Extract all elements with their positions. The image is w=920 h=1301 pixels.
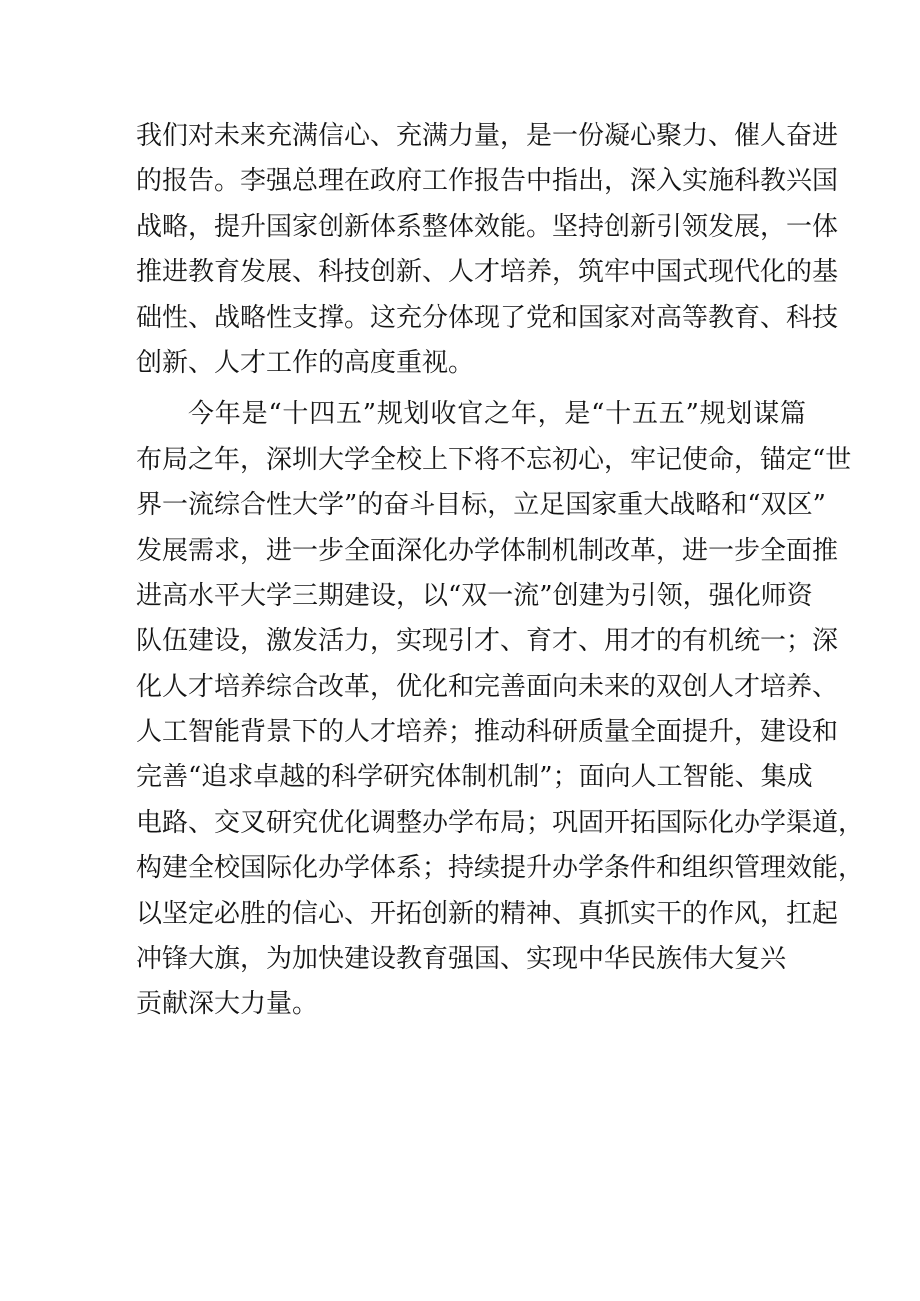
paragraph-2-line-5: 进高水平大学三期建设，以“双一流”创建为引领，强化师资 xyxy=(136,580,813,611)
paragraph-2-line-9: 完善“追求卓越的科学研究体制机制”；面向人工智能、集成 xyxy=(136,762,813,793)
paragraph-2-line-7: 化人才培养综合改革，优化和完善面向未来的双创人才培养、 xyxy=(136,671,839,702)
paragraph-1-line-1: 我们对未来充满信心、充满力量，是一份凝心聚力、催人奋进 xyxy=(136,121,839,151)
paragraph-2-line-14: 贡献深大力量。 xyxy=(136,989,319,1020)
paragraph-2 xyxy=(136,392,865,1027)
paragraph-1-line-3: 战略，提升国家创新体系整体效能。坚持创新引领发展，一体 xyxy=(136,211,839,242)
paragraph-2-line-8: 人工智能背景下的人才培养；推动科研质量全面提升，建设和 xyxy=(136,717,839,748)
paragraph-2-line-1: 今年是“十四五”规划收官之年，是“十五五”规划谋篇 xyxy=(188,399,806,430)
paragraph-2-line-4: 发展需求，进一步全面深化办学体制机制改革，进一步全面推 xyxy=(136,535,839,566)
paragraph-2-line-10: 电路、交叉研究优化调整办学布局；巩固开拓国际化办学渠道， xyxy=(136,807,865,838)
paragraph-2-line-2: 布局之年，深圳大学全校上下将不忘初心，牢记使命，锚定“世 xyxy=(136,444,852,475)
paragraph-1-line-6: 创新、人才工作的高度重视。 xyxy=(136,347,475,378)
paragraph-2-line-3: 界一流综合性大学”的奋斗目标，立足国家重大战略和“双区” xyxy=(136,490,826,521)
paragraph-1 xyxy=(136,114,839,386)
paragraph-2-line-12: 以坚定必胜的信心、开拓创新的精神、真抓实干的作风，扛起 xyxy=(136,898,839,929)
paragraph-2-line-6: 队伍建设，激发活力，实现引才、育才、用才的有机统一；深 xyxy=(136,626,839,657)
paragraph-1-line-4: 推进教育发展、科技创新、人才培养，筑牢中国式现代化的基 xyxy=(136,257,839,288)
paragraph-1-line-2: 的报告。李强总理在政府工作报告中指出，深入实施科教兴国 xyxy=(136,166,839,197)
paragraph-1-line-5: 础性、战略性支撑。这充分体现了党和国家对高等教育、科技 xyxy=(136,302,839,333)
body-text xyxy=(136,114,865,1028)
paragraph-2-line-13: 冲锋大旗，为加快建设教育强国、实现中华民族伟大复兴 xyxy=(136,944,787,975)
paragraph-2-line-11: 构建全校国际化办学体系；持续提升办学条件和组织管理效能， xyxy=(136,853,865,884)
